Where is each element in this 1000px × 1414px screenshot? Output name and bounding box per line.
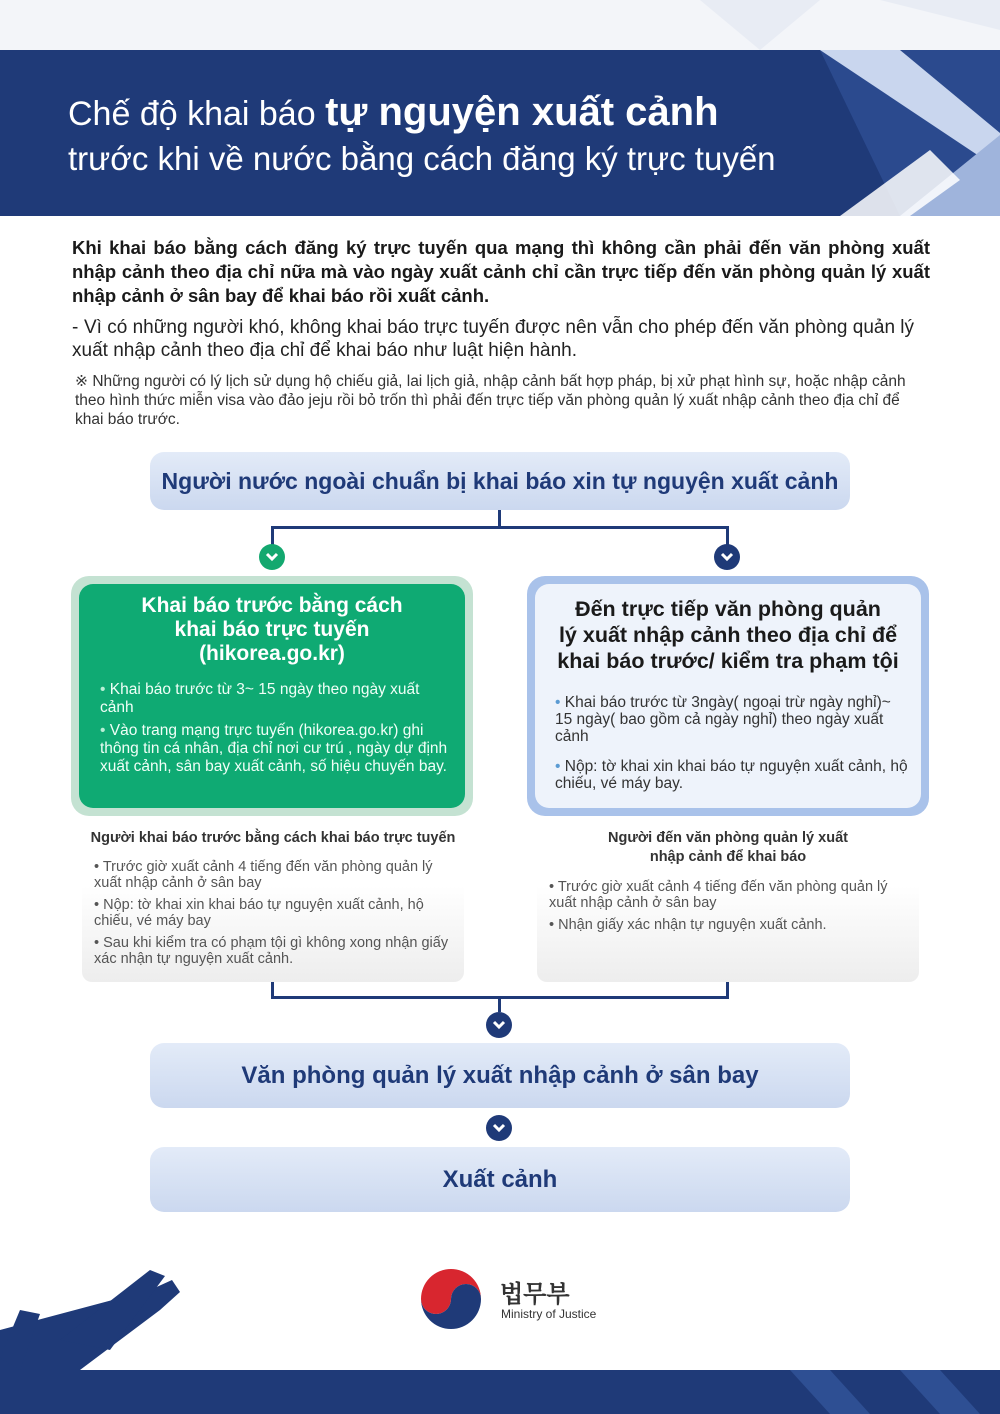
connector-line (271, 526, 729, 529)
chevron-down-icon (714, 544, 740, 570)
connector-line (726, 526, 729, 546)
office-followup-title: Người đến văn phòng quản lý xuất nhập cảnh để khai báo (608, 830, 848, 865)
connector-line (271, 526, 274, 546)
online-option-item: • Khai báo trước từ 3~ 15 ngày theo ngày xuất cảnh (100, 681, 420, 716)
reference-mark: ※ (75, 373, 88, 390)
intro-note: - Vì có những người khó, không khai báo trực tuyến được nên vẫn cho phép đến văn phòng quản lý xuất nhập cảnh theo địa chỉ để khai báo như luật hiện hành. (72, 317, 915, 361)
chevron-down-icon (486, 1115, 512, 1141)
page-title-line2: trước khi về nước bằng cách đăng ký trực tuyến (68, 140, 776, 177)
dash-marker: - (72, 317, 79, 338)
page-title-line1: Chế độ khai báo tự nguyện xuất cảnh (68, 90, 719, 134)
intro-footnote: ※ Những người có lý lịch sử dụng hộ chiếu giả, lai lịch giả, nhập cảnh bất hợp pháp, bị xử phạt hình sự, hoặc nhập cảnh theo hình thức miễn visa vào đảo jeju rồi bỏ trốn thì phải đến trực tiếp văn phòng quản lý xuất nhập cảnh theo địa chỉ để khai báo trước. (75, 373, 906, 428)
ministry-name-korean: 법무부 (500, 1281, 570, 1308)
flow-start-step: Người nước ngoài chuẩn bị khai báo xin tự nguyện xuất cảnh (150, 452, 850, 510)
bottom-decoration (0, 1370, 1000, 1414)
online-option-title: Khai báo trước bằng cách khai báo trực tuyến (hikorea.go.kr) (141, 594, 403, 665)
chevron-down-icon (259, 544, 285, 570)
online-option-item: • Vào trang mạng trực tuyến (hikorea.go.kr) ghi thông tin cá nhân, địa chỉ nơi cư trú , ngày dự định xuất cảnh, sân bay xuất cảnh, số hiệu chuyến bay. (100, 722, 448, 775)
office-option-title: Đến trực tiếp văn phòng quản lý xuất nhập cảnh theo địa chỉ để khai báo trước/ kiểm tra phạm tội (557, 597, 899, 673)
ministry-emblem-icon (418, 1266, 484, 1332)
office-followup-item: • Nhận giấy xác nhận tự nguyện xuất cảnh. (549, 917, 827, 933)
office-option-item: • Nộp: tờ khai xin khai báo tự nguyện xuất cảnh, hộ chiếu, vé máy bay. (555, 758, 908, 792)
connector-line (498, 996, 501, 1012)
flow-airport-step: Văn phòng quản lý xuất nhập cảnh ở sân bay (150, 1043, 850, 1108)
ministry-name-english: Ministry of Justice (501, 1307, 597, 1321)
office-followup-item: • Trước giờ xuất cảnh 4 tiếng đến văn phòng quản lý xuất nhập cảnh ở sân bay (549, 879, 888, 911)
online-followup-item: • Trước giờ xuất cảnh 4 tiếng đến văn phòng quản lý xuất nhập cảnh ở sân bay (94, 859, 433, 891)
office-option-item: • Khai báo trước từ 3ngày( ngoại trừ ngày nghỉ)~ 15 ngày( bao gồm cả ngày nghỉ) theo ngày xuất cảnh (555, 694, 891, 745)
intro-paragraph: Khi khai báo bằng cách đăng ký trực tuyến qua mạng thì không cần phải đến văn phòng xuất nhập cảnh theo địa chỉ nữa mà vào ngày xuất cảnh chỉ cần trực tiếp đến văn phòng quản lý xuất nhập cảnh ở sân bay để khai báo rồi xuất cảnh. (72, 237, 930, 306)
flow-exit-step: Xuất cảnh (150, 1147, 850, 1212)
chevron-down-icon (486, 1012, 512, 1038)
online-followup-item: • Sau khi kiểm tra có phạm tội gì không xong nhận giấy xác nhận tự nguyện xuất cảnh. (94, 935, 449, 967)
online-followup-title: Người khai báo trước bằng cách khai báo trực tuyến (90, 830, 456, 846)
online-followup-item: • Nộp: tờ khai xin khai báo tự nguyện xuất cảnh, hộ chiếu, vé máy bay (94, 897, 424, 929)
